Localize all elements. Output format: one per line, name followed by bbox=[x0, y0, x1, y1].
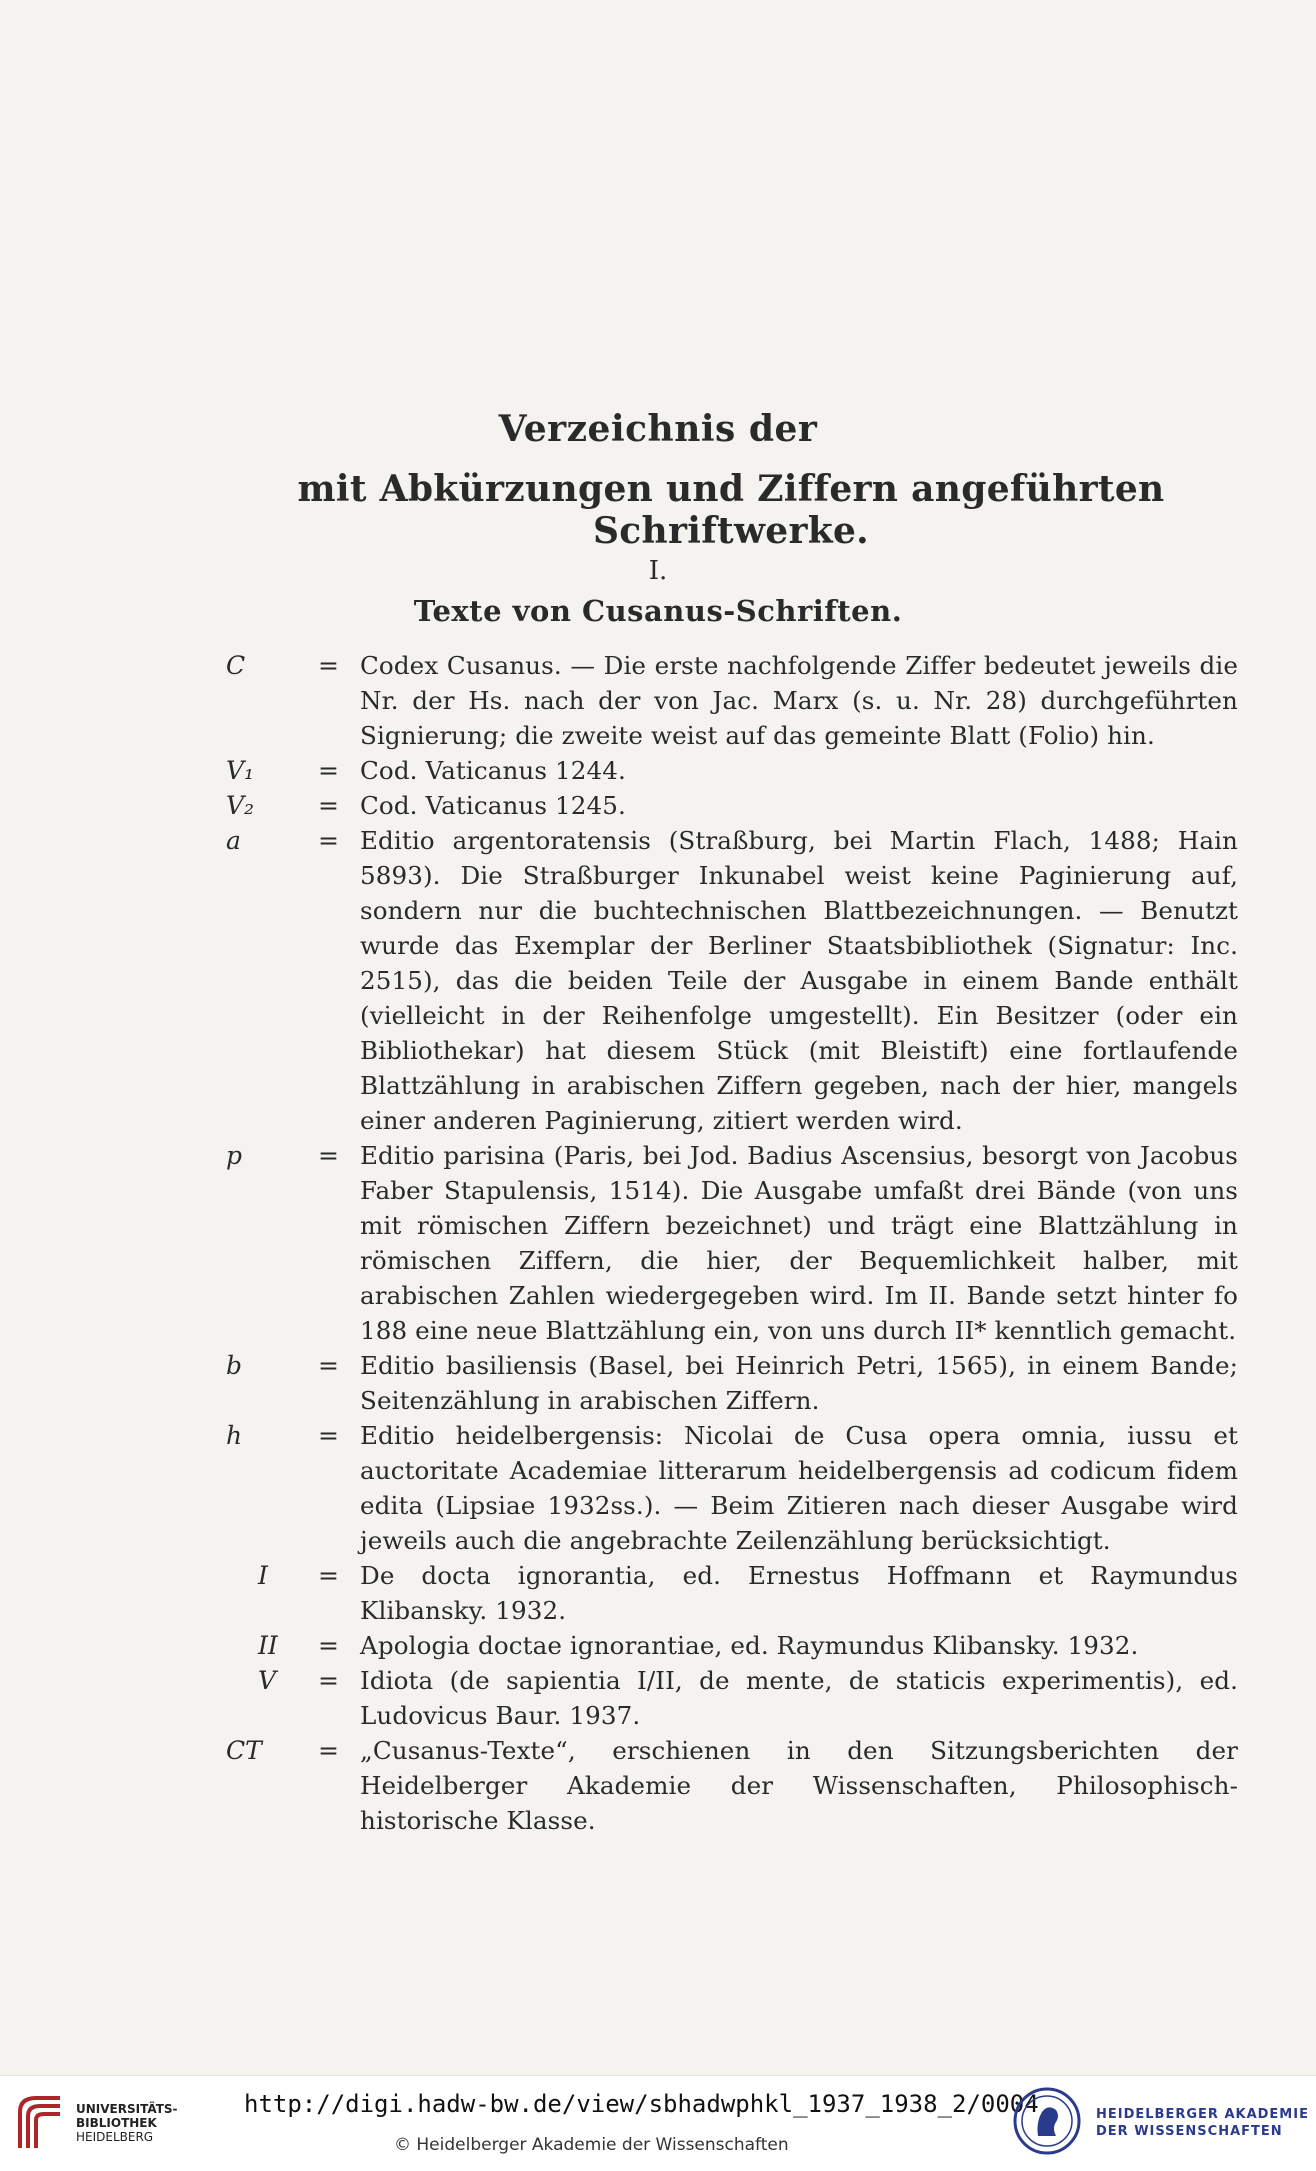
entry-abbr: h bbox=[226, 1421, 243, 1450]
entry-text: Editio basiliensis (Basel, bei Heinrich Petri, 1565), in einem Bande; Seitenzählung in arabischen Ziffern. bbox=[360, 1351, 1238, 1415]
academy-seal-icon bbox=[1012, 2086, 1082, 2156]
entry-b bbox=[0, 1348, 1316, 1418]
viewer-footer bbox=[0, 2075, 1316, 2171]
academy-line2: DER WISSENSCHAFTEN bbox=[1096, 2124, 1283, 2139]
entry-equals: = bbox=[318, 1141, 339, 1170]
entry-v2 bbox=[0, 788, 1316, 823]
library-line1: UNIVERSITÄTS- bbox=[76, 2102, 178, 2116]
entry-ct bbox=[0, 1733, 1316, 1838]
academy-line1: HEIDELBERGER AKADEMIE bbox=[1096, 2107, 1309, 2122]
entry-text: „Cusanus-Texte“, erschienen in den Sitzungsberichten der Heidelberger Akademie der Wissenschaften, Philosophisch-historische Klasse. bbox=[360, 1736, 1238, 1835]
entry-equals: = bbox=[318, 756, 339, 785]
entry-equals: = bbox=[318, 1561, 339, 1590]
entry-text: Editio heidelbergensis: Nicolai de Cusa opera omnia, iussu et auctoritate Academiae litterarum heidelbergensis ad codicum fidem edita (Lipsiae 1932ss.). — Beim Zitieren nach dieser Ausgabe wird jeweils auch die angebrachte Zeilenzählung berücksichtigt. bbox=[360, 1421, 1238, 1555]
entry-ii bbox=[0, 1628, 1316, 1663]
entry-v bbox=[0, 1663, 1316, 1733]
entry-equals: = bbox=[318, 1421, 339, 1450]
entry-text: Cod. Vaticanus 1244. bbox=[360, 756, 626, 785]
entry-abbr: II bbox=[258, 1631, 278, 1660]
entry-text: Cod. Vaticanus 1245. bbox=[360, 791, 626, 820]
entry-v1 bbox=[0, 753, 1316, 788]
entry-p bbox=[0, 1138, 1316, 1348]
library-line2: BIBLIOTHEK bbox=[76, 2116, 157, 2130]
university-library-logo-icon bbox=[14, 2090, 70, 2154]
section-number: I. bbox=[648, 556, 668, 586]
page-title-line1: Verzeichnis der bbox=[498, 408, 818, 450]
entry-equals: = bbox=[318, 1351, 339, 1380]
academy-name bbox=[1096, 2106, 1309, 2140]
entry-text: Editio argentoratensis (Straßburg, bei Martin Flach, 1488; Hain 5893). Die Straßburger Inkunabel weist keine Paginierung auf, sondern nur die buchtechnischen Blattbezeichnungen. — Benutzt wurde das Exemplar der Berliner Staatsbibliothek (Signatur: Inc. 2515), das die beiden Teile der Ausgabe in einem Bande enthält (vielleicht in der Reihenfolge umgestellt). Ein Besitzer (oder ein Bibliothekar) hat diesem Stück (mit Bleistift) eine fortlaufende Blattzählung in arabischen Ziffern gegeben, nach der hier, mangels einer anderen Paginierung, zitiert werden wird. bbox=[360, 826, 1238, 1135]
entry-text: Editio parisina (Paris, bei Jod. Badius Ascensius, besorgt von Jacobus Faber Stapulensis, 1514). Die Ausgabe umfaßt drei Bände (von uns mit römischen Ziffern bezeichnet) und trägt eine Blattzählung in römischen Ziffern, die hier, der Bequemlichkeit halber, mit arabischen Zahlen wiedergegeben wird. Im II. Bande setzt hinter fo 188 eine neue Blattzählung ein, von uns durch II* kenntlich gemacht. bbox=[360, 1141, 1238, 1345]
entry-text: Idiota (de sapientia I/II, de mente, de staticis experimentis), ed. Ludovicus Baur. 1937. bbox=[360, 1666, 1238, 1730]
entry-c bbox=[0, 648, 1316, 753]
entry-abbr: V₂ bbox=[226, 791, 255, 820]
entry-abbr: b bbox=[226, 1351, 243, 1380]
entry-i bbox=[0, 1558, 1316, 1628]
entry-text: Codex Cusanus. — Die erste nachfolgende Ziffer bedeutet jeweils die Nr. der Hs. nach der von Jac. Marx (s. u. Nr. 28) durchgeführten Signierung; die zweite weist auf das gemeinte Blatt (Folio) hin. bbox=[360, 651, 1238, 750]
entry-abbr: C bbox=[226, 651, 246, 680]
university-library-name bbox=[76, 2102, 178, 2144]
entry-equals: = bbox=[318, 651, 339, 680]
library-line3: HEIDELBERG bbox=[76, 2130, 154, 2144]
permalink-url[interactable]: http://digi.hadw-bw.de/view/sbhadwphkl_1937_1938_2/0004 bbox=[244, 2090, 1039, 2118]
entry-text: Apologia doctae ignorantiae, ed. Raymundus Klibansky. 1932. bbox=[360, 1631, 1139, 1660]
entry-equals: = bbox=[318, 1666, 339, 1695]
entry-text: De docta ignorantia, ed. Ernestus Hoffmann et Raymundus Klibansky. 1932. bbox=[360, 1561, 1238, 1625]
copyright-notice: © Heidelberger Akademie der Wissenschaften bbox=[394, 2135, 789, 2155]
entry-abbr: p bbox=[226, 1141, 243, 1170]
entry-equals: = bbox=[318, 791, 339, 820]
entry-h bbox=[0, 1418, 1316, 1558]
entry-abbr: V bbox=[258, 1666, 277, 1695]
entry-equals: = bbox=[318, 826, 339, 855]
abbreviation-list bbox=[0, 648, 1316, 1838]
section-title: Texte von Cusanus-Schriften. bbox=[413, 594, 903, 628]
entry-equals: = bbox=[318, 1736, 339, 1765]
page-title-line2: mit Abkürzungen und Ziffern angeführten Schriftwerke. bbox=[297, 468, 1165, 552]
entry-abbr: I bbox=[258, 1561, 268, 1590]
entry-abbr: a bbox=[226, 826, 241, 855]
entry-equals: = bbox=[318, 1631, 339, 1660]
entry-a bbox=[0, 823, 1316, 1138]
entry-abbr: CT bbox=[226, 1736, 262, 1765]
entry-abbr: V₁ bbox=[226, 756, 255, 785]
